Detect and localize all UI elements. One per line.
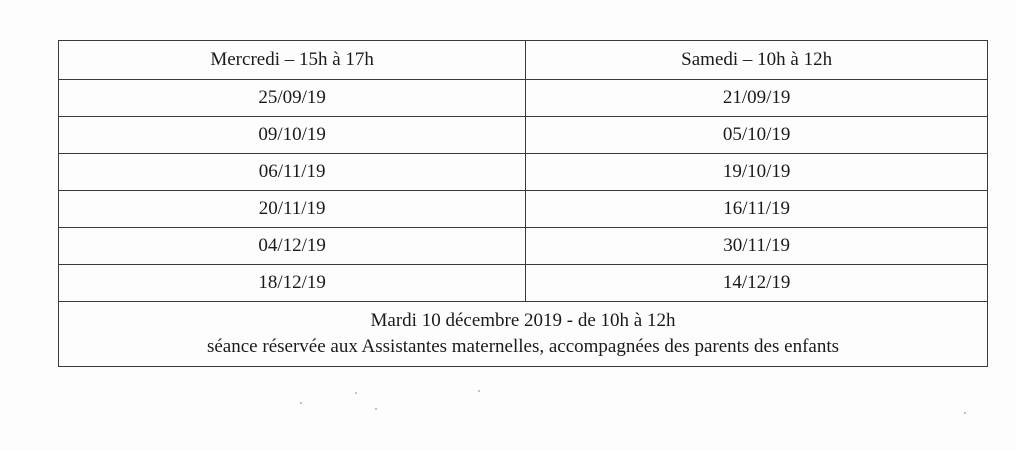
scan-speck (964, 412, 966, 414)
table-row (59, 117, 988, 154)
special-session-note (59, 302, 988, 367)
saturday-date: 30/11/19 (526, 228, 988, 265)
scan-speck (355, 392, 357, 394)
header-wednesday: Mercredi – 15h à 17h (59, 41, 526, 80)
scan-speck (478, 390, 480, 392)
table-row (59, 265, 988, 302)
wednesday-date: 09/10/19 (59, 117, 526, 154)
saturday-date: 05/10/19 (526, 117, 988, 154)
table-row (59, 228, 988, 265)
wednesday-date: 04/12/19 (59, 228, 526, 265)
header-saturday: Samedi – 10h à 12h (526, 41, 988, 80)
wednesday-date: 06/11/19 (59, 154, 526, 191)
saturday-date: 14/12/19 (526, 265, 988, 302)
note-row (59, 302, 988, 367)
wednesday-date: 25/09/19 (59, 80, 526, 117)
note-description-line: séance réservée aux Assistantes maternelles, accompagnées des parents des enfants (206, 336, 840, 357)
scan-speck (375, 408, 377, 410)
saturday-date: 16/11/19 (526, 191, 988, 228)
table-row (59, 154, 988, 191)
wednesday-date: 18/12/19 (59, 265, 526, 302)
saturday-date: 21/09/19 (526, 80, 988, 117)
note-date-line: Mardi 10 décembre 2019 - de 10h à 12h (370, 310, 676, 331)
table-row (59, 191, 988, 228)
header-row (59, 41, 988, 80)
table-row (59, 80, 988, 117)
saturday-date: 19/10/19 (526, 154, 988, 191)
scan-speck (300, 402, 302, 404)
wednesday-date: 20/11/19 (59, 191, 526, 228)
schedule-table (58, 40, 988, 367)
